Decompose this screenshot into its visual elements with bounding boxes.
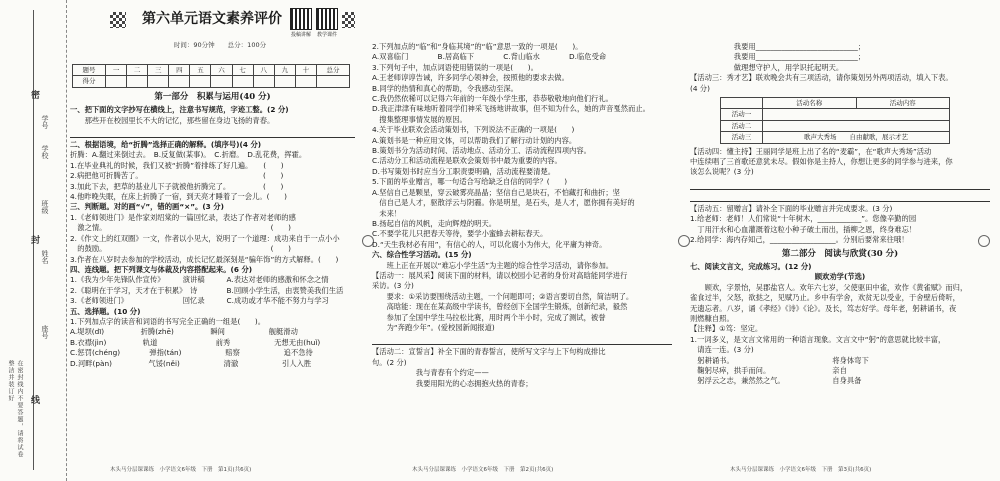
- text-line: 躬浮云之志，兼然然之气。 自身具备: [690, 376, 862, 386]
- score-header-cell: 五: [190, 65, 211, 76]
- school-label: 学校: [41, 145, 49, 159]
- text-line: 1.给老师：老师！人们常说“十年树木，____________”。您像辛勤的园: [690, 214, 917, 224]
- section-title: 第一部分 积累与运用(40 分): [154, 91, 271, 102]
- score-cell[interactable]: [169, 76, 190, 87]
- text-line: 那些开在校园里长不大的记忆，那些留在身边飞扬的青春。: [70, 115, 275, 125]
- text-line: 1.《老师领进门》是作家刘绍棠的一篇回忆录，表达了作者对老师的感: [70, 212, 296, 222]
- text-line: 2.下列加点的“临”和“身临其境”的“临”意思一致的一项是( )。: [372, 42, 583, 51]
- text-line: 做理想守护人，用学识托起明天。: [690, 62, 844, 72]
- text-line: 2.《作文上的红双圈》一文，作者以小见大，说明了一个道理：成功来自于一点小小: [70, 233, 340, 243]
- text-line: 该怎么说呢？(3 分): [690, 167, 754, 177]
- text-line: 中连续唱了三首歌还意犹未尽。假如你是主持人，你想让更多的同学参与进来，你: [690, 157, 953, 167]
- text-line: B.扬起自信的风帆，走向辉煌的明天。: [372, 218, 497, 228]
- page-2: [372, 0, 672, 481]
- binding-margin: [0, 0, 67, 481]
- score-cell[interactable]: [106, 76, 127, 87]
- answer-line[interactable]: [372, 335, 672, 345]
- activity-cell: 活动二: [721, 120, 763, 131]
- registration-mark: [678, 235, 690, 247]
- score-cell[interactable]: [148, 76, 169, 87]
- text-line: 2.病把他可折腾苦了。 ( ): [70, 171, 284, 181]
- text-line: 采访。(3 分): [372, 281, 414, 291]
- text-line: 3.作者在八岁时去参加的学校活动，成长记忆最深刻是“骗年饰”的方式解释。( ): [70, 254, 339, 264]
- activity-cell[interactable]: [763, 120, 950, 131]
- score-header-cell: 六: [211, 65, 232, 76]
- text-line: D.“天生我材必有用”，有信心的人，可以化腐小为伟大，化平庸为神奇。: [372, 239, 607, 249]
- text-line: 雀食过半，父怒，欲挞之，见赋乃止。乡中有学舍，欢贫无以受业，于舍壁后倚听，: [690, 293, 960, 303]
- text-line: (4 分): [690, 83, 710, 93]
- text-line: 为“奔跑少年”。(爱校园新闻报道): [372, 322, 495, 332]
- checker-deco: [110, 12, 126, 28]
- exam-meta: 时间：90分钟 总分：100分: [173, 41, 267, 49]
- id-label: 学号: [41, 115, 49, 129]
- score-header-cell: 八: [253, 65, 274, 76]
- text-line: A.策划书是一种应用文体，可以帮助我们了解行动计划的内容。: [372, 135, 577, 145]
- text-line: C.不要学花儿只把春天等待，要学小蜜蜂去耕耘春天。: [372, 229, 548, 239]
- answer-line[interactable]: [690, 180, 990, 190]
- activity-table: [720, 97, 950, 144]
- activity-header-cell: 活动名称: [763, 98, 856, 109]
- header: [70, 6, 355, 64]
- text-line: 3.下列句子中，加点词语使用错误的一项是( )。: [372, 62, 538, 72]
- text-line: 班上正在开展以“难忘小学生活”为主题的综合性学习活动，请你参加。: [372, 260, 614, 270]
- score-row: [73, 76, 350, 87]
- text-line: 【活动二：宣誓言】补全下面的青春誓言，使所写文字与上下句构成排比: [372, 347, 606, 357]
- answer-line[interactable]: [690, 192, 990, 202]
- score-header-cell: 题号: [73, 65, 106, 76]
- text-line: A.坚信自己是颗星，穿云破雾亮晶晶；坚信自己是块石，不怕藏打和曲折；坚: [372, 187, 620, 197]
- text-line: B.同学的热情和真心的帮助，令我感动至深。: [372, 83, 518, 93]
- cut-mark-1: 密: [29, 90, 39, 99]
- text-line: 3.加此下去，把草的基业儿下子就被他折腾完了。 ( ): [70, 181, 284, 191]
- text-line: 鞠躬尽瘁，拱手而问。 亲自: [690, 365, 847, 375]
- text-line: 参加了全国中学生马拉松比赛，用时两个半小时，完成了测试，被誉: [372, 312, 606, 322]
- text-line: 4.关于毕业联欢会活动策划书，下列说法不正确的一项是( ): [372, 125, 575, 135]
- text-line: 顾欢劝学(节选): [814, 272, 866, 282]
- text-line: 五、选择题。(10 分): [70, 306, 141, 316]
- text-line: 3.《老师领进门》 回忆录 C.成功或才华不能不努力与学习: [70, 296, 329, 306]
- binding-note: 在密封线内不要答题，请将试卷整洁并装订好: [7, 360, 23, 458]
- text-line: A.王老师谆谆告诫，许多同学心领神会，按照他的要求去做。: [372, 73, 569, 83]
- qr-code-icon: [290, 8, 312, 30]
- score-cell[interactable]: [190, 76, 211, 87]
- activity-header-cell: 活动内容: [856, 98, 950, 109]
- text-line: D.河畔(pàn) 气馁(něi) 清澈 引人入胜: [70, 358, 312, 368]
- score-cell: 得分: [73, 76, 106, 87]
- text-line: 七、阅读文言文，完成练习。(12 分): [690, 261, 812, 271]
- score-header-cell: 三: [148, 65, 169, 76]
- page-footer: 木头马分层课课练 小学语文6年级 下册 第3页(共6页): [730, 466, 872, 473]
- text-line: 四、连线题。把下列课文与体裁及内容搭配起来。(6 分): [70, 264, 253, 274]
- text-line: 2.给同学：海内存知己，__________________。分别后要常来往哦！: [690, 235, 909, 245]
- text-line: B.策划书分为活动时间、活动地点、活动分工、活动流程四项内容。: [372, 146, 591, 156]
- text-line: 搜集整理事情发展的原因。: [372, 114, 467, 124]
- text-line: 信自己是人才，驱散浮云与阴霾。你是明星，是石头，是人才，愿你拥有美好的: [372, 198, 635, 208]
- text-line: 我与青春有个约定——: [372, 368, 489, 378]
- page-footer: 木头马分层课课练 小学语文6年级 下册 第2页(共6页): [412, 466, 554, 473]
- qr-block-1: 投稿讲解: [290, 8, 312, 40]
- text-line: 请连一连。(3 分): [690, 345, 754, 355]
- score-cell[interactable]: [316, 76, 349, 87]
- score-header-cell: 九: [274, 65, 295, 76]
- text-line: C.我仍然依稀可以记得六年前的一年级小学生那，恭恭敬敬地向他们行礼。: [372, 94, 613, 104]
- text-line: C.惩罚(chéng) 弹指(tán) 赔察 追不急待: [70, 348, 313, 358]
- text-line: 未来！: [372, 208, 402, 218]
- section-title: 第二部分 阅读与欣赏(30 分): [781, 248, 899, 259]
- score-header-cell: 四: [169, 65, 190, 76]
- score-cell[interactable]: [232, 76, 253, 87]
- text-line: 1.《我为少年先锋队作宣传》 演讲稿 A.表达对老师的感激和怀念之情: [70, 275, 329, 285]
- text-line: 【注释】①笃：坚定。: [690, 324, 763, 334]
- text-line: D.书写策划书时应当分工职责要明确，活动流程要清楚。: [372, 166, 556, 176]
- text-line: 顾欢，字景怡，吴郡盐官人。欢年六七岁，父使驱田中雀，欢作《黄雀赋》而归，: [690, 282, 968, 292]
- score-header-cell: 十: [295, 65, 316, 76]
- text-line: 1.下列加点字的读音和词语的书写完全正确的一组是( )。: [70, 316, 266, 326]
- text-line: 则燃糠自照。: [690, 313, 734, 323]
- text-line: A.双喜临门 B.居高临下 C.背山临水 D.临危受命: [372, 52, 607, 62]
- text-line: A.堤坝(dī) 折腾(zhē) 瞬间 舰艇滑动: [70, 327, 298, 337]
- text-line: 折腾：A.翻过来倒过去。 B.反复做(某事)。 C.折磨。 D.乱花费，挥霍。: [70, 150, 307, 160]
- page-footer: 木头马分层课课练 小学语文6年级 下册 第1页(共6页): [110, 466, 252, 473]
- activity-cell[interactable]: [763, 109, 950, 120]
- text-line: D.我正津津有味地听着同学们神采飞扬地讲故事，但不知为什么，她的声音戛然而止。: [372, 104, 650, 114]
- activity-cell: 活动三: [721, 132, 763, 143]
- page-1: [70, 0, 355, 481]
- text-line: 我要用____________________________；: [690, 42, 866, 51]
- text-line: 1.在毕业典礼的时候，我们又被“折腾”着排练了好几遍。 ( ): [70, 160, 284, 170]
- seat-label: 座号: [41, 325, 49, 339]
- answer-line[interactable]: [70, 128, 355, 138]
- text-line: 我要用____________________________；: [690, 52, 866, 62]
- activity-cell: 活动一: [721, 109, 763, 120]
- score-header-cell: 一: [106, 65, 127, 76]
- text-line: 三、判断题。对的画“√”，错的画“×”。(3 分): [70, 202, 224, 212]
- text-line: 【活动三：秀才艺】联欢晚会共有三项活动，请你策划另外两项活动，填入下表。: [690, 73, 953, 83]
- text-line: 【活动五：留赠言】请补全下面的毕业赠言并完成要求。(3 分): [690, 203, 893, 213]
- score-header-cell: 二: [127, 65, 148, 76]
- checker-deco: [342, 12, 355, 28]
- text-line: 【活动四：懂主持】王丽同学是班上出了名的“麦霸”，在“歌声大秀场”活动: [690, 146, 932, 156]
- text-line: C.活动分工和活动流程是联欢会策划书中最为重要的内容。: [372, 156, 562, 166]
- text-line: 一、把下面的文字抄写在横线上，注意书写规范，字迹工整。(2 分): [70, 105, 289, 115]
- score-row: [73, 65, 350, 76]
- qr-block-2: 教学课件: [316, 8, 338, 40]
- text-line: 句。(2 分): [372, 357, 407, 367]
- text-line: 4.他昨晚失眠，在床上折腾了一宿，到天亮才睡着了一会儿。( ): [70, 192, 287, 202]
- text-line: 要求：①采访要围绕活动主题，一个问题即可；②语言要切自然，简洁明了。: [372, 291, 634, 301]
- text-line: 2.《聪明在于学习，天才在于积累》 诗 B.回顾小学生活，由衷赞美我们生活: [70, 285, 344, 295]
- text-line: 1.一词多义，是文言文常用的一种语言现象。文言文中“躬”的意思就比较丰富，: [690, 334, 946, 344]
- text-line: 【活动一：展风采】阅读下面的材料，请以校园小记者的身份对高晗能同学进行: [372, 270, 628, 280]
- cut-mark-2: 封: [29, 235, 39, 244]
- name-label: 姓名: [41, 250, 49, 264]
- text-line: 丁用汗水和心血灌溉着这粒小种子破土而出，插柳之恩，终身难忘！: [690, 224, 917, 234]
- score-cell[interactable]: [274, 76, 295, 87]
- text-line: 激之情。 ( ): [70, 223, 291, 233]
- qr-code-icon: [316, 8, 338, 30]
- text-line: 5.下面的毕业赠言，哪一句适合写给缺乏自信的同学？( ): [372, 177, 568, 187]
- text-line: 无遗忘者。八岁，诵《孝经》《诗》《论》。及长，笃志好学。母年老，躬耕诵书，夜: [690, 303, 957, 313]
- text-line: B.衣襟(jìn) 轨道 前秀 无想无由(huǐ): [70, 337, 321, 347]
- score-cell[interactable]: [253, 76, 274, 87]
- score-cell[interactable]: [295, 76, 316, 87]
- score-cell[interactable]: [127, 76, 148, 87]
- cut-mark-3: 线: [29, 395, 39, 404]
- text-line: 的鼓励。 ( ): [70, 244, 291, 254]
- page-3: [690, 0, 990, 481]
- activity-cell: 歌声大秀场 自由献歌，展示才艺: [763, 132, 950, 143]
- class-label: 班级: [41, 200, 49, 214]
- score-cell[interactable]: [211, 76, 232, 87]
- score-header-cell: 总分: [316, 65, 349, 76]
- page-title: 第六单元语文素养评价: [142, 11, 282, 27]
- score-table: [72, 64, 350, 88]
- text-line: 躬耕诵书。 将身体弯下: [690, 355, 869, 365]
- text-line: 我要用阳光的心态拥抱火热的青春；: [372, 378, 533, 388]
- score-header-cell: 七: [232, 65, 253, 76]
- text-line: 六、综合性学习活动。(15 分): [372, 250, 472, 260]
- text-line: 高晗能：现在在某高级中学读书，曾经创下全国学生锻炼，创新纪录，毅然: [372, 302, 628, 312]
- text-line: 二、根据语境，给“折腾”选择正确的解释。(填序号)(4 分): [70, 140, 262, 150]
